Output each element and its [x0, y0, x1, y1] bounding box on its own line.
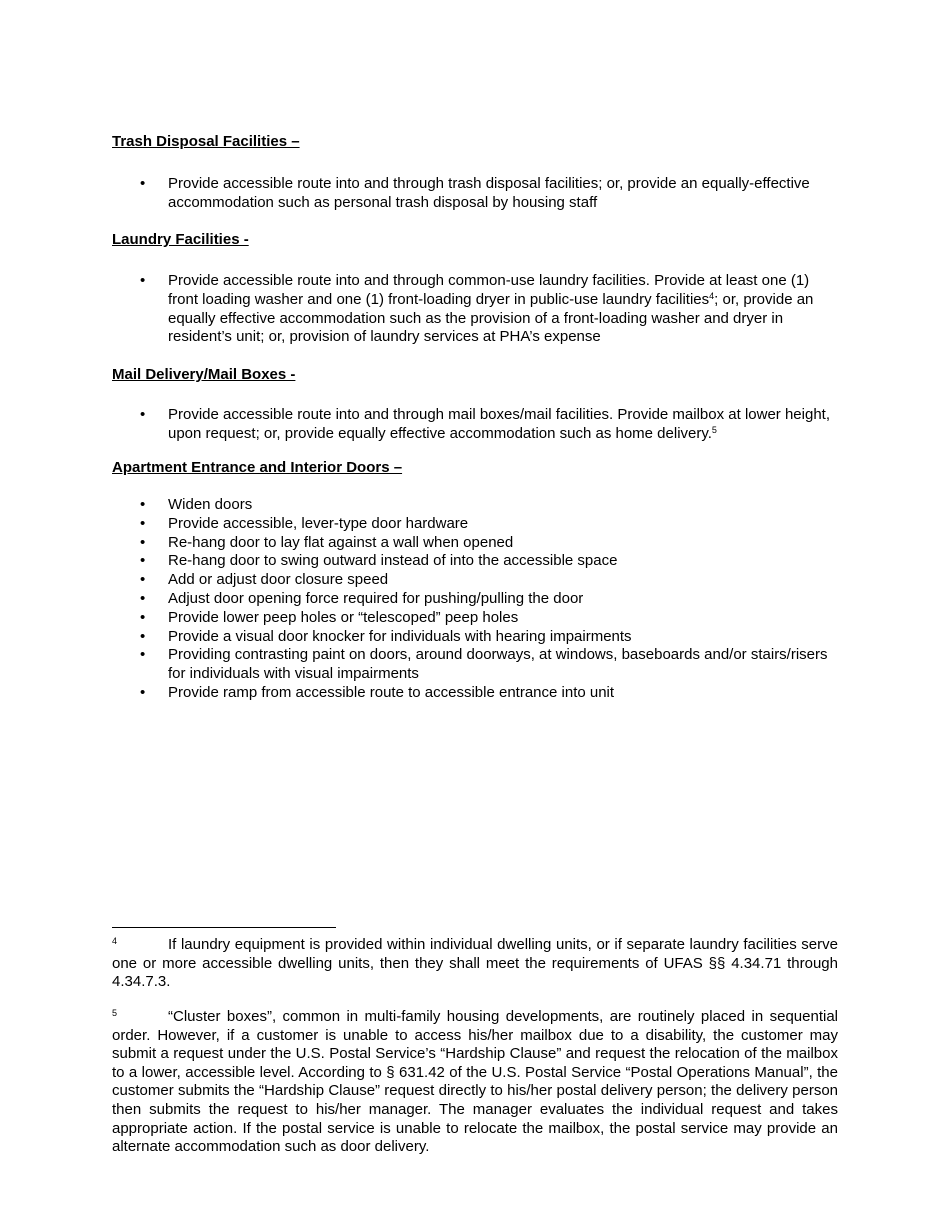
list-item: • Re-hang door to swing outward instead of into the accessible space — [112, 552, 838, 571]
list-item: • Provide lower peep holes or “telescoped” peep holes — [112, 609, 838, 628]
list-item: • Provide accessible, lever-type door hardware — [112, 515, 838, 534]
footnote-ref-5[interactable]: 5 — [711, 424, 717, 435]
list-item: • Provide accessible route into and through trash disposal facilities; or, provide an equally-effective accommodation such as personal trash disposal by housing staff — [112, 175, 838, 213]
footnote-text: If laundry equipment is provided within individual dwelling units, or if separate laundry facilities serve one or more accessible dwelling units, then they shall meet the requirements of UFAS §§ 4.34.71 through 4.34.7.3. — [112, 936, 838, 991]
footnote-4: 4 If laundry equipment is provided within individual dwelling units, or if separate laundry facilities serve one or more accessible dwelling units, then they shall meet the requirements of UFAS §§ 4.34.71 through 4.34.7.3. — [112, 936, 838, 991]
list-item: • Add or adjust door closure speed — [112, 571, 838, 590]
apartment-doors-heading: Apartment Entrance and Interior Doors – — [112, 459, 403, 476]
trash-disposal-list — [112, 175, 838, 213]
trash-disposal-heading: Trash Disposal Facilities – — [112, 133, 300, 150]
list-item: • Provide ramp from accessible route to accessible entrance into unit — [112, 684, 838, 703]
list-item: • Provide a visual door knocker for individuals with hearing impairments — [112, 628, 838, 647]
list-item — [112, 272, 838, 347]
footnote-ref-4[interactable]: 4 — [709, 290, 715, 301]
laundry-item-text: Provide accessible route into and through common-use laundry facilities. Provide at least one (1) front loading washer and one (1) front-loading dryer in public-use laundry facilities — [168, 272, 810, 308]
list-item: • Providing contrasting paint on doors, around doorways, at windows, baseboards and/or stairs/risers for individuals with visual impairments — [112, 646, 838, 684]
document-page — [112, 0, 838, 1230]
list-item — [112, 406, 838, 444]
apartment-doors-list — [112, 496, 838, 703]
footnote-text: “Cluster boxes”, common in multi-family housing developments, are routinely placed in sequential order. However, if a customer is unable to access his/her mailbox due to a disability, the customer may submit a request under the U.S. Postal Service’s “Hardship Clause” and request the relocation of the mailbox to a lower, accessible level. According to § 631.42 of the U.S. Postal Service “Postal Operations Manual”, the customer submits the “Hardship Clause” request directly to his/her postal delivery person; the delivery person then submits the request to his/her manager. The manager evaluates the individual request and takes appropriate action. If the postal service is unable to relocate the mailbox, the postal service may provide an alternate accommodation such as door delivery. — [112, 1008, 838, 1156]
list-item: • Re-hang door to lay flat against a wall when opened — [112, 534, 838, 553]
mail-item-text: Provide accessible route into and through mail boxes/mail facilities. Provide mailbox at lower height, upon request; or, provide equally effective accommodation such as home delivery. — [168, 406, 830, 442]
laundry-facilities-list — [112, 272, 838, 347]
list-item: • Adjust door opening force required for pushing/pulling the door — [112, 590, 838, 609]
mail-delivery-heading: Mail Delivery/Mail Boxes - — [112, 366, 296, 383]
footnote-separator — [112, 927, 336, 928]
footnote-5: 5 “Cluster boxes”, common in multi-family housing developments, are routinely placed in sequential order. However, if a customer is unable to access his/her mailbox due to a disability, the customer may submit a request under the U.S. Postal Service’s “Hardship Clause” and request the relocation of the mailbox to a lower, accessible level. According to § 631.42 of the U.S. Postal Service “Postal Operations Manual”, the customer submits the “Hardship Clause” request directly to his/her postal delivery person; the delivery person then submits the request to his/her manager. The manager evaluates the individual request and takes appropriate action. If the postal service is unable to relocate the mailbox, the postal service may provide an alternate accommodation such as door delivery. — [112, 1008, 838, 1156]
list-item: • Widen doors — [112, 496, 838, 515]
laundry-item-text-continued: ; or, provide an equally effective accommodation such as the provision of a front-loading washer and dryer in resident’s unit; or, provision of laundry services at PHA’s expense — [168, 290, 814, 346]
laundry-facilities-heading: Laundry Facilities - — [112, 231, 249, 248]
mail-delivery-list — [112, 406, 838, 444]
